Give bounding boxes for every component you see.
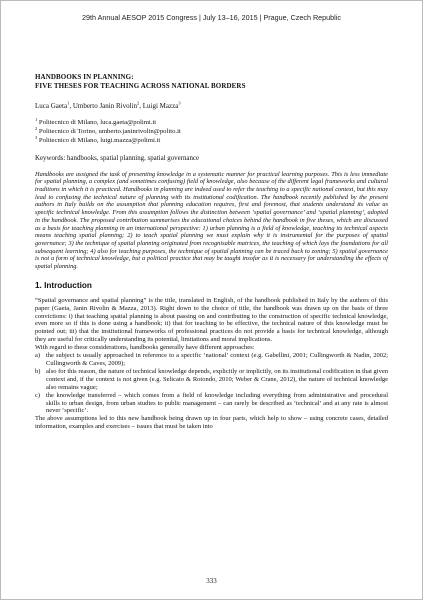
- author-sup: 2: [136, 100, 140, 106]
- list-marker: c): [35, 391, 41, 399]
- affiliation-text: Politecnico di Milano, luigi.mazza@polimi.it: [38, 137, 161, 145]
- list-item-text: the knowledge transferred – which comes from a field of knowledge including everything from administrative and procedural skills to urban design, from urban studies to public management – can rarely be described as ‘technical’ and at any rate is almost never ‘specific’.: [46, 391, 388, 415]
- approach-list: [35, 352, 388, 415]
- section-heading: 1. Introduction: [35, 280, 92, 290]
- affiliation-sup: 2: [35, 125, 38, 131]
- paragraph: With regard to these considerations, handbooks generally have different approaches:: [35, 344, 255, 352]
- list-marker: a): [35, 352, 41, 360]
- affiliation: [35, 118, 388, 127]
- list-item: [35, 392, 388, 416]
- keywords-text: handbooks, spatial planning, spatial governance: [66, 154, 200, 162]
- affiliation-text: Politecnico di Torino, umberto.janinrivolin@polito.it: [38, 128, 181, 136]
- author-name: Luca Gaeta: [35, 102, 68, 110]
- page-number: 333: [206, 577, 217, 585]
- running-header: 29th Annual AESOP 2015 Congress | July 13–16, 2015 | Prague, Czech Republic: [82, 13, 341, 22]
- keywords-label: Keywords:: [35, 154, 66, 162]
- affiliation-sup: 1: [35, 116, 38, 122]
- paragraph: “Spatial governance and spatial planning” is the title, translated in English, of the handbook published in Italy by the authors of this paper (Gaeta, Janin Rivolin & Mazza, 2013). Right down to the choice of title, the handbook was drawn up on the basis of three convictions: i) that teaching spatial planning is about passing on and contributing to the construction of specific technical knowledge, even more so if this is done using a handbook; ii) that for teaching to be effective, the technical nature of this knowledge must be pointed out; iii) that the institutional frameworks of professional practices do not provide a basis for technical knowledge, although they are useful for critically understanding its potential, limitations and moral implications.: [35, 296, 388, 344]
- affiliation: [35, 136, 388, 145]
- affiliation-text: Politecnico di Milano, luca.gaeta@polimi.it: [38, 119, 157, 126]
- list-item-text: also for this reason, the nature of technical knowledge depends, explicitly or implicitly, on its institutional codification in that given context and, if the context is not given (e.g. Selicato & Rotondo, 2010; Weber & Crane, 2012), the nature of technical knowledge also remains vague;: [46, 367, 388, 391]
- title-line-1: HANDBOOKS IN PLANNING:: [35, 73, 134, 81]
- paper-title: [35, 73, 388, 91]
- list-item-text: the subject is usually approached in reference to a specific ‘national’ context (e.g. Gabellini, 2001; Cullingworth & Nadin, 2002; Cullingworth & Caves, 2009);: [46, 352, 388, 367]
- keywords: [35, 154, 388, 163]
- affiliation-list: [35, 118, 388, 146]
- list-item: [35, 368, 388, 392]
- abstract: Handbooks are assigned the task of presenting knowledge in a systematic manner for practical learning purposes. This is less immediate for spatial planning, a complex (and sometimes confusing) field of knowledge, also because of the different legal frameworks and cultural traditions in which it is practiced. Handbooks in planning are indeed used to refer the teaching to a specific national context, but this may lead to confusing the technical nature of planning with its institutional codification. The handbook recently published by the present authors in Italy builds on the assumption that planning education requires, first and foremost, that students understand its value as specific technical knowledge. From this assumption follows the distinction between ‘spatial governance’ and ‘spatial planning’, adopted in the handbook. The proposed contribution summarises the educational choices behind the handbook in five theses, which are discussed as a basis for teaching planning in an international perspective: 1) urban planning is a field of knowledge, teaching its technical aspects means teaching spatial planning; 2) to teach spatial planning we must explain why it is instrumental for the purposes of spatial governance; 3) the technique of spatial planning originated from recognisable matrices, the teaching of which lays the foundations for all subsequent learning; 4) also for teaching purposes, the technique of spatial planning can be traced back to zoning; 5) spatial governance is not a form of technical knowledge, but a political practice that may be taught insofar as it is necessary for understanding the effects of spatial planning.: [35, 170, 388, 271]
- author-list: Luca Gaeta$^1$, Umberto Janin Rivolin$^2$, Luigi Mazza$^3$: [35, 100, 181, 110]
- affiliation: [35, 127, 388, 136]
- author-name: Umberto Janin Rivolin: [72, 102, 137, 110]
- paragraph: The above assumptions led to this new handbook being drawn up in four parts, which help to show – using concrete cases, detailed information, examples and exercises – issues that must be taken into: [35, 415, 388, 431]
- list-item: [35, 352, 388, 368]
- author-sup: 3: [178, 100, 181, 106]
- title-line-2: FIVE THESES FOR TEACHING ACROSS NATIONAL BORDERS: [35, 82, 246, 90]
- affiliation-sup: 3: [35, 135, 38, 141]
- author-name: Luigi Mazza: [142, 102, 179, 110]
- list-marker: b): [35, 367, 41, 375]
- page-content: [35, 73, 388, 431]
- author-sup: 1: [67, 100, 70, 106]
